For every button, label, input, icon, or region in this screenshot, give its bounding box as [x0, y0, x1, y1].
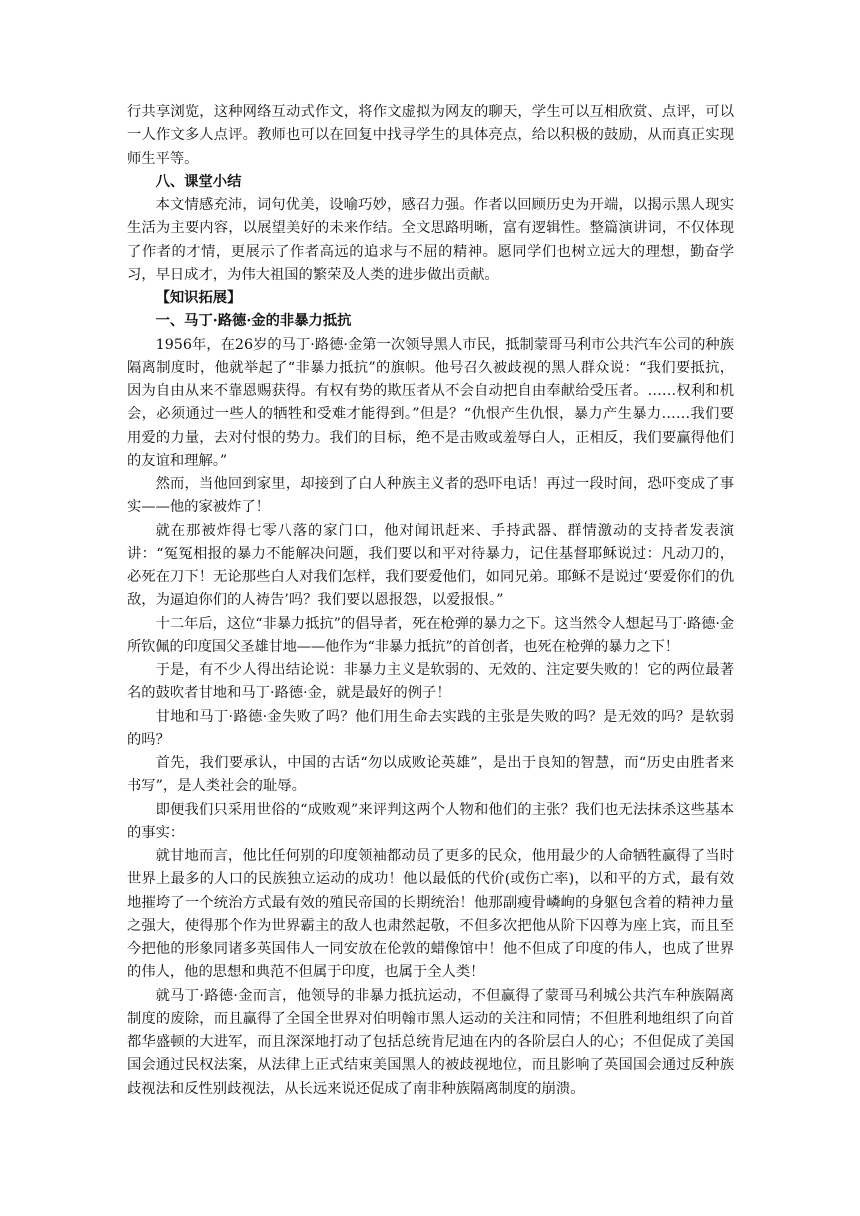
heading-knowledge-extension: 【知识拓展】 — [155, 290, 242, 306]
paragraph-body-house-bombed: 然而，当他回到家里，却接到了白人种族主义者的恐吓电话！再过一段时间，恐吓变成了事实——他的家被炸了！ — [127, 476, 734, 516]
paragraph-body-proverb: 首先，我们要承认，中国的古话“勿以成败论英雄”，是出于良知的智慧，而“历史由胜者来书写”，是人类社会的耻辱。 — [127, 755, 734, 795]
paragraph-body-gandhi: 就甘地而言，他比任何别的印度领袖都动员了更多的民众，他用最少的人命牺牲赢得了当时世界上最多的人口的民族独立运动的成功！他以最低的代价(或伤亡率)，以和平的方式，最有效地摧垮了一个统治方式最有效的殖民帝国的长期统治！他那副瘦骨嶙峋的身躯包含着的精神力量之强大，使得那个作为世界霸主的敌人也肃然起敬，不但多次把他从阶下囚尊为座上宾，而且至今把他的形象同诸多英国伟人一同安放在伦敦的蜡像馆中！他不但成了印度的伟人，也成了世界的伟人，他的思想和典范不但属于印度，也属于全人类！ — [127, 848, 734, 981]
heading-nonviolent-resistance: 一、马丁·路德·金的非暴力抵抗 — [155, 313, 352, 330]
paragraph-summary: 本文情感充沛，词句优美，设喻巧妙，感召力强。作者以回顾历史为开端，以揭示黑人现实生活为主要内容，以展望美好的未来作结。全文思路明晰，富有逻辑性。整篇演讲词，不仅体现了作者的才情，更展示了作者高远的追求与不屈的精神。愿同学们也树立远大的理想，勤奋学习，早日成才，为伟大祖国的繁荣及人类的进步做出贡献。 — [127, 197, 734, 283]
paragraph-body-speech: 就在那被炸得七零八落的家门口，他对闻讯赶来、手持武器、群情激动的支持者发表演讲：“冤冤相报的暴力不能解决问题，我们要以和平对待暴力，记住基督耶稣说过：凡动刀的，必死在刀下！无论那些白人对我们怎样，我们要爱他们，如同兄弟。耶稣不是说过‘要爱你们的仇敌，为逼迫你们的人祷告’吗？我们要以恩报怨，以爱报恨。” — [127, 522, 734, 609]
paragraph-body-1956: 1956年，在26岁的马丁·路德·金第一次领导黑人市民，抵制蒙哥马利市公共汽车公司的种族隔离制度时，他就举起了“非暴力抵抗”的旗帜。他号召久被歧视的黑人群众说：“我们要抵抗，因为自由从来不靠恩赐获得。有权有势的欺压者从不会自动把自由奉献给受压者。……权利和机会，必须通过一些人的牺牲和受难才能得到。”但是？“仇恨产生仇恨，暴力产生暴力……我们要用爱的力量，去对付恨的势力。我们的目标，绝不是击败或羞辱白人，正相反，我们要赢得他们的友谊和理解。” — [127, 336, 734, 469]
paragraph-intro-continuation: 行共享浏览，这种网络互动式作文，将作文虚拟为网友的聊天，学生可以互相欣赏、点评，可以一人作文多人点评。教师也可以在回复中找寻学生的具体亮点，给以积极的鼓励，从而真正实现师生平等。 — [127, 104, 734, 167]
document-page — [127, 101, 734, 1101]
paragraph-body-conclusion-claim: 于是，有不少人得出结论说：非暴力主义是软弱的、无效的、注定要失败的！它的两位最著名的鼓吹者甘地和马丁·路德·金，就是最好的例子！ — [127, 662, 734, 702]
paragraph-body-question: 甘地和马丁·路德·金失败了吗？他们用生命去实践的主张是失败的吗？是无效的吗？是软弱的吗？ — [127, 708, 734, 748]
paragraph-body-facts-intro: 即便我们只采用世俗的“成败观”来评判这两个人物和他们的主张？我们也无法抹杀这些基本的事实： — [127, 801, 734, 841]
paragraph-body-king: 就马丁·路德·金而言，他领导的非暴力抵抗运动，不但赢得了蒙哥马利城公共汽车种族隔离制度的废除，而且赢得了全国全世界对伯明翰市黑人运动的关注和同情；不但胜利地组织了向首都华盛顿的大进军，而且深深地打动了包括总统肯尼迪在内的各阶层白人的心；不但促成了美国国会通过民权法案，从法律上正式结束美国黑人的被歧视地位，而且影响了英国国会通过反种族歧视法和反性别歧视法，从长远来说还促成了南非种族隔离制度的崩溃。 — [127, 987, 734, 1097]
paragraph-body-twelve-years: 十二年后，这位“非暴力抵抗”的倡导者，死在枪弹的暴力之下。这当然令人想起马丁·路德·金所钦佩的印度国父圣雄甘地——他作为“非暴力抵抗”的首创者，也死在枪弹的暴力之下！ — [127, 615, 734, 655]
heading-class-summary: 八、课堂小结 — [155, 173, 242, 190]
